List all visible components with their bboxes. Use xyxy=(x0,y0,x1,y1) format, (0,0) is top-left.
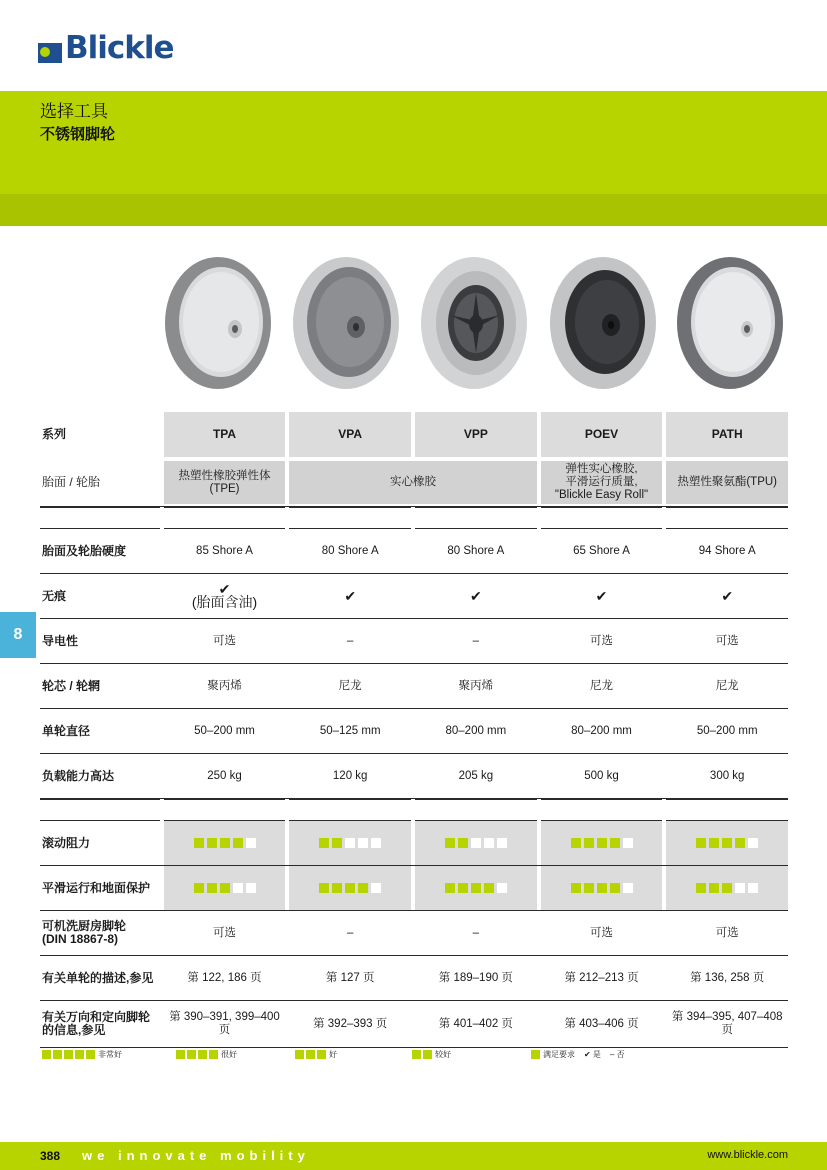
page-title: 选择工具 xyxy=(40,102,108,121)
rating-square xyxy=(332,838,342,848)
row-value-vpp: 第 401–402 页 xyxy=(438,1017,513,1030)
series-row xyxy=(40,412,788,457)
row-value-path: 可选 xyxy=(715,634,739,647)
tread-poev: 弹性实心橡胶, 平滑运行质量, "Blickle Easy Roll" xyxy=(541,461,663,504)
row-value-tpa: 第 122, 186 页 xyxy=(187,971,262,984)
chapter-tab: 8 xyxy=(0,612,36,658)
rating-square xyxy=(194,883,204,893)
header-band-lower xyxy=(0,194,827,226)
rating-square xyxy=(445,838,455,848)
rating-square xyxy=(484,883,494,893)
row-value-vpa: 120 kg xyxy=(332,769,368,782)
rating-value-poev xyxy=(541,821,663,865)
row-value-vpp: 80 Shore A xyxy=(447,544,505,557)
rating-square xyxy=(610,838,620,848)
rating-square xyxy=(722,838,732,848)
rating-square xyxy=(233,838,243,848)
row-value-vpa: ✔ xyxy=(344,587,357,604)
rating-square xyxy=(371,883,381,893)
rating-square xyxy=(709,838,719,848)
row-value-vpa: 第 392–393 页 xyxy=(313,1017,388,1030)
row-value-path: 尼龙 xyxy=(715,679,739,692)
rating-square xyxy=(696,883,706,893)
series-tpa: TPA xyxy=(164,412,286,457)
rating-square xyxy=(571,838,581,848)
rating-square xyxy=(220,883,230,893)
rating-square xyxy=(623,883,633,893)
row-value-poev: 可选 xyxy=(590,634,614,647)
tread-path: 热塑性聚氨酯(TPU) xyxy=(666,461,788,504)
row-value-vpa: 尼龙 xyxy=(338,679,362,692)
table-row xyxy=(40,619,788,664)
rating-value-vpp xyxy=(415,821,537,865)
series-poev: POEV xyxy=(541,412,663,457)
logo-mark-icon xyxy=(38,33,62,63)
series-label: 系列 xyxy=(42,427,67,441)
wheel-image-vpp xyxy=(420,255,528,391)
table-row xyxy=(40,1001,788,1048)
rating-row xyxy=(40,821,788,866)
row-value-vpp: ✔ xyxy=(469,587,482,604)
row-value-poev: 可选 xyxy=(590,926,614,939)
rating-square xyxy=(207,883,217,893)
rating-square xyxy=(207,838,217,848)
row-value-poev: 尼龙 xyxy=(590,679,614,692)
row-value-vpp: – xyxy=(472,634,480,647)
tread-label: 胎面 / 轮胎 xyxy=(42,475,101,489)
rating-square xyxy=(458,838,468,848)
rating-row xyxy=(40,866,788,911)
rating-square xyxy=(246,838,256,848)
series-path: PATH xyxy=(666,412,788,457)
legend xyxy=(40,1049,800,1063)
row-value-tpa: 可选 xyxy=(213,926,236,939)
legend-excellent: 非常好 xyxy=(42,1049,122,1060)
row-label: 可机洗厨房脚轮 (DIN 18867-8) xyxy=(42,919,127,946)
row-value-path: 第 136, 258 页 xyxy=(690,971,765,984)
rating-square xyxy=(497,838,507,848)
row-value-tpa: 50–200 mm xyxy=(194,724,255,737)
page-number: 388 xyxy=(40,1149,61,1163)
rating-square xyxy=(246,883,256,893)
rating-square xyxy=(696,838,706,848)
table-row xyxy=(40,574,788,619)
wheel-image-poev xyxy=(549,255,657,391)
rating-value-vpa xyxy=(289,866,411,910)
separator xyxy=(40,799,788,821)
rating-square xyxy=(584,838,594,848)
table-row xyxy=(40,956,788,1001)
blickle-logo xyxy=(38,30,174,66)
row-value-vpa: – xyxy=(346,926,354,939)
rating-square xyxy=(332,883,342,893)
row-value-tpa: 第 390–391, 399–400 页 xyxy=(169,1011,280,1036)
row-label: 有关单轮的描述,参见 xyxy=(42,970,154,985)
row-value-path: 第 394–395, 407–408 页 xyxy=(671,1011,783,1036)
rating-square xyxy=(610,883,620,893)
wheel-image-vpa xyxy=(292,255,400,391)
legend-good: 好 xyxy=(295,1049,337,1060)
row-value-vpa: – xyxy=(346,634,354,647)
row-value-path: 50–200 mm xyxy=(696,724,758,737)
row-label: 单轮直径 xyxy=(42,723,91,738)
row-value-poev: 第 212–213 页 xyxy=(564,971,639,984)
rating-square xyxy=(584,883,594,893)
row-value-path: ✔ xyxy=(721,587,734,604)
rating-square xyxy=(358,838,368,848)
row-label: 胎面及轮胎硬度 xyxy=(42,543,127,558)
legend-very-good: 很好 xyxy=(176,1049,237,1060)
row-label: 轮芯 / 轮辋 xyxy=(42,678,101,693)
row-value-poev: 第 403–406 页 xyxy=(564,1017,639,1030)
rating-square xyxy=(319,838,329,848)
rating-square xyxy=(458,883,468,893)
rating-square xyxy=(735,838,745,848)
rating-square xyxy=(345,838,355,848)
legend-fair: 较好 xyxy=(412,1049,451,1060)
rating-square xyxy=(233,883,243,893)
rating-square xyxy=(220,838,230,848)
rating-value-tpa xyxy=(164,821,286,865)
row-value-poev: 80–200 mm xyxy=(571,724,632,737)
table-row xyxy=(40,529,788,574)
rating-square xyxy=(358,883,368,893)
row-value-tpa: 聚丙烯 xyxy=(207,679,242,692)
comparison-table xyxy=(40,412,788,1048)
rating-square xyxy=(371,838,381,848)
rating-square xyxy=(709,883,719,893)
tread-tpa: 热塑性橡胶弹性体 (TPE) xyxy=(164,461,286,504)
rating-square xyxy=(484,838,494,848)
row-value-vpa: 第 127 页 xyxy=(325,971,375,984)
rating-value-poev xyxy=(541,866,663,910)
wheel-image-path xyxy=(676,255,784,391)
rating-value-tpa xyxy=(164,866,286,910)
tread-vpa-vpp: 实心橡胶 xyxy=(289,461,536,504)
rating-square xyxy=(319,883,329,893)
series-vpa: VPA xyxy=(289,412,411,457)
footer-slogan: we innovate mobility xyxy=(82,1148,310,1163)
rating-value-path xyxy=(666,866,788,910)
rating-label: 平滑运行和地面保护 xyxy=(42,880,151,895)
row-value-tpa: ✔ (胎面含油) xyxy=(191,581,258,610)
footer-url[interactable]: www.blickle.com xyxy=(707,1149,788,1161)
rating-square xyxy=(748,838,758,848)
row-value-vpa: 80 Shore A xyxy=(321,544,379,557)
row-value-tpa: 250 kg xyxy=(207,769,242,782)
rating-square xyxy=(445,883,455,893)
page-subtitle: 不锈钢脚轮 xyxy=(40,126,116,143)
table-row xyxy=(40,709,788,754)
rating-square xyxy=(571,883,581,893)
wheel-image-tpa xyxy=(164,255,272,391)
logo-text: Blickle xyxy=(65,30,174,66)
row-value-tpa: 85 Shore A xyxy=(196,544,253,557)
row-value-vpa: 50–125 mm xyxy=(319,724,381,737)
table-row xyxy=(40,664,788,709)
rating-square xyxy=(597,883,607,893)
separator xyxy=(40,507,788,529)
row-label: 有关万向和定向脚轮 的信息,参见 xyxy=(42,1010,151,1037)
rating-value-path xyxy=(666,821,788,865)
row-label: 负载能力高达 xyxy=(42,768,115,783)
row-value-path: 94 Shore A xyxy=(698,544,756,557)
rating-square xyxy=(194,838,204,848)
rating-square xyxy=(471,838,481,848)
row-value-vpp: – xyxy=(472,926,480,939)
series-vpp: VPP xyxy=(415,412,537,457)
row-value-path: 可选 xyxy=(715,926,739,939)
row-value-tpa: 可选 xyxy=(213,634,236,647)
rating-square xyxy=(471,883,481,893)
rating-square xyxy=(597,838,607,848)
row-value-vpp: 80–200 mm xyxy=(445,724,507,737)
tread-row xyxy=(40,457,788,507)
rating-label: 滚动阻力 xyxy=(42,835,91,850)
rating-square xyxy=(735,883,745,893)
rating-square xyxy=(345,883,355,893)
row-label: 无痕 xyxy=(42,588,67,603)
row-value-poev: 65 Shore A xyxy=(573,544,630,557)
row-value-vpp: 第 189–190 页 xyxy=(438,971,513,984)
row-value-vpp: 聚丙烯 xyxy=(458,679,494,692)
row-value-poev: 500 kg xyxy=(584,769,619,782)
row-value-poev: ✔ xyxy=(595,587,608,604)
rating-value-vpp xyxy=(415,866,537,910)
rating-value-vpa xyxy=(289,821,411,865)
row-label: 导电性 xyxy=(42,633,79,648)
legend-meets: 满足要求 ✔ 是 – 否 xyxy=(531,1049,625,1060)
rating-square xyxy=(722,883,732,893)
row-value-path: 300 kg xyxy=(709,769,745,782)
row-value-vpp: 205 kg xyxy=(458,769,494,782)
rating-square xyxy=(623,838,633,848)
table-row xyxy=(40,911,788,956)
table-row xyxy=(40,754,788,799)
rating-square xyxy=(497,883,507,893)
rating-square xyxy=(748,883,758,893)
